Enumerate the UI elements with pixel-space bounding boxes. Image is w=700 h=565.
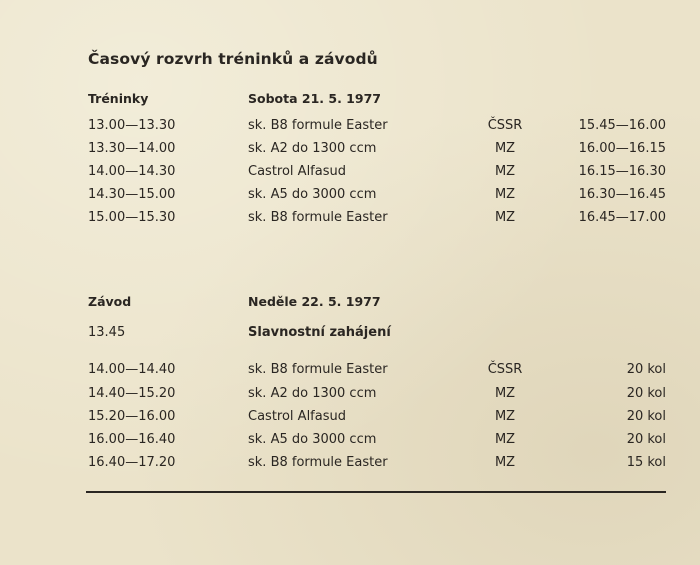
second-session-cell: 15.45—16.00 <box>578 118 666 133</box>
laps-cell: 20 kol <box>626 362 666 377</box>
laps-cell: 20 kol <box>626 432 666 447</box>
time-cell: 15.00—15.30 <box>88 210 176 225</box>
laps-cell: 20 kol <box>626 386 666 401</box>
country-cell: ČSSR <box>487 118 523 133</box>
trainings-label: Tréninky <box>88 91 149 106</box>
time-cell: 16.00—16.40 <box>88 432 176 447</box>
second-session-cell: 16.00—16.15 <box>578 141 666 156</box>
category-cell: Castrol Alfasud <box>248 409 346 424</box>
page-title: Časový rozvrh tréninků a závodů <box>88 50 378 68</box>
country-cell: MZ <box>494 432 516 447</box>
country-cell: MZ <box>494 210 516 225</box>
bottom-rule-right <box>200 491 666 493</box>
opening-time: 13.45 <box>88 325 126 340</box>
category-cell: sk. B8 formule Easter <box>248 362 388 377</box>
second-session-cell: 16.30—16.45 <box>578 187 666 202</box>
category-cell: sk. B8 formule Easter <box>248 455 388 470</box>
laps-cell: 20 kol <box>626 409 666 424</box>
category-cell: sk. B8 formule Easter <box>248 118 388 133</box>
trainings-date: Sobota 21. 5. 1977 <box>248 91 381 106</box>
country-cell: MZ <box>494 141 516 156</box>
time-cell: 14.30—15.00 <box>88 187 176 202</box>
country-cell: MZ <box>494 455 516 470</box>
time-cell: 16.40—17.20 <box>88 455 176 470</box>
time-cell: 13.00—13.30 <box>88 118 176 133</box>
second-session-cell: 16.15—16.30 <box>578 164 666 179</box>
time-cell: 14.00—14.40 <box>88 362 176 377</box>
country-cell: MZ <box>494 386 516 401</box>
category-cell: Castrol Alfasud <box>248 164 346 179</box>
race-date: Neděle 22. 5. 1977 <box>248 294 381 309</box>
country-cell: MZ <box>494 187 516 202</box>
bottom-rule-left <box>86 491 202 493</box>
time-cell: 14.40—15.20 <box>88 386 176 401</box>
category-cell: sk. A5 do 3000 ccm <box>248 432 377 447</box>
laps-cell: 15 kol <box>626 455 666 470</box>
opening-label: Slavnostní zahájení <box>248 325 391 340</box>
time-cell: 15.20—16.00 <box>88 409 176 424</box>
category-cell: sk. A5 do 3000 ccm <box>248 187 377 202</box>
second-session-cell: 16.45—17.00 <box>578 210 666 225</box>
race-label: Závod <box>88 294 132 309</box>
category-cell: sk. A2 do 1300 ccm <box>248 141 377 156</box>
country-cell: ČSSR <box>487 362 523 377</box>
category-cell: sk. A2 do 1300 ccm <box>248 386 377 401</box>
country-cell: MZ <box>494 164 516 179</box>
category-cell: sk. B8 formule Easter <box>248 210 388 225</box>
time-cell: 13.30—14.00 <box>88 141 176 156</box>
time-cell: 14.00—14.30 <box>88 164 176 179</box>
country-cell: MZ <box>494 409 516 424</box>
